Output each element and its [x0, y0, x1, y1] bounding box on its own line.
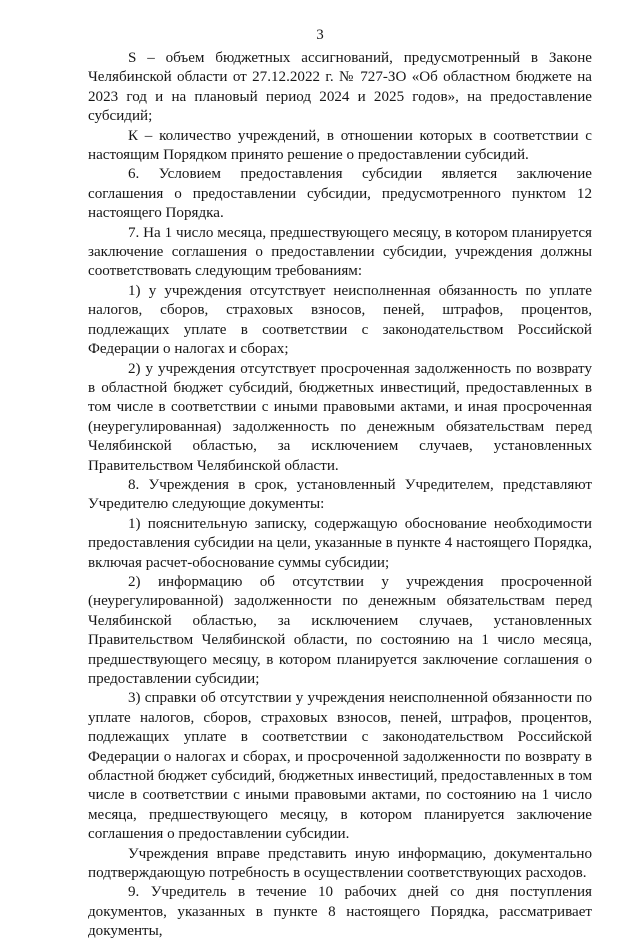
- paragraph-s-definition: S – объем бюджетных ассигнований, предусмотренный в Законе Челябинской области от 27.12.2022 г. № 727-ЗО «Об областном бюджете на 2023 год и на плановый период 2024 и 2025 годов», на предоставление субсидий;: [88, 50, 592, 125]
- paragraph-item-7-1: 1) у учреждения отсутствует неисполненная обязанность по уплате налогов, сборов, страховых взносов, пеней, штрафов, процентов, подлежащих уплате в соответствии с законодательством Российской Федерации о налогах и сборах;: [88, 282, 592, 358]
- paragraph-item-8-1: 1) пояснительную записку, содержащую обоснование необходимости предоставления субсидии на цели, указанные в пункте 4 настоящего Порядка, включая расчет-обоснование суммы субсидии;: [88, 515, 592, 571]
- paragraph-item-6: 6. Условием предоставления субсидии является заключение соглашения о предоставлении субсидии, предусмотренного пунктом 12 настоящего Порядка.: [88, 166, 592, 222]
- document-body: [88, 49, 592, 942]
- paragraph-item-8-2: 2) информацию об отсутствии у учреждения просроченной (неурегулированной) задолженности по денежным обязательствам перед Челябинской областью, за исключением случаев, установленных Правительством Челябинской области, по состоянию на 1 число месяца, предшествующего месяцу, в котором планируется заключение соглашения о предоставлении субсидии;: [88, 573, 592, 687]
- paragraph-item-7: 7. На 1 число месяца, предшествующего месяцу, в котором планируется заключение соглашения о предоставлении субсидии, учреждения должны соответствовать следующим требованиям:: [88, 224, 592, 280]
- paragraph-item-8: 8. Учреждения в срок, установленный Учредителем, представляют Учредителю следующие документы:: [88, 476, 592, 513]
- paragraph-k-definition: К – количество учреждений, в отношении которых в соответствии с настоящим Порядком принято решение о предоставлении субсидий.: [88, 127, 592, 164]
- paragraph-additional-info: Учреждения вправе представить иную информацию, документально подтверждающую потребность в осуществлении соответствующих расходов.: [88, 845, 592, 882]
- paragraph-item-7-2: 2) у учреждения отсутствует просроченная задолженность по возврату в областной бюджет субсидий, бюджетных инвестиций, предоставленных в том числе в соответствии с иными правовыми актами, и иная просроченная (неурегулированная) задолженность по денежным обязательствам перед Челябинской областью, за исключением случаев, установленных Правительством Челябинской области.: [88, 360, 592, 474]
- page-number: 3: [316, 27, 324, 43]
- paragraph-item-9: 9. Учредитель в течение 10 рабочих дней со дня поступления документов, указанных в пункте 8 настоящего Порядка, рассматривает документы,: [88, 884, 592, 940]
- paragraph-item-8-3: 3) справки об отсутствии у учреждения неисполненной обязанности по уплате налогов, сборов, страховых взносов, пеней, штрафов, процентов, подлежащих уплате в соответствии с законодательством Российской Федерации о налогах и сборах, и просроченной задолженности по возврату в областной бюджет субсидий, бюджетных инвестиций, предоставленных в том числе в соответствии с иными правовыми актами, по состоянию на 1 число месяца, предшествующего месяцу, в котором планируется заключение соглашения о предоставлении субсидии.: [88, 690, 592, 843]
